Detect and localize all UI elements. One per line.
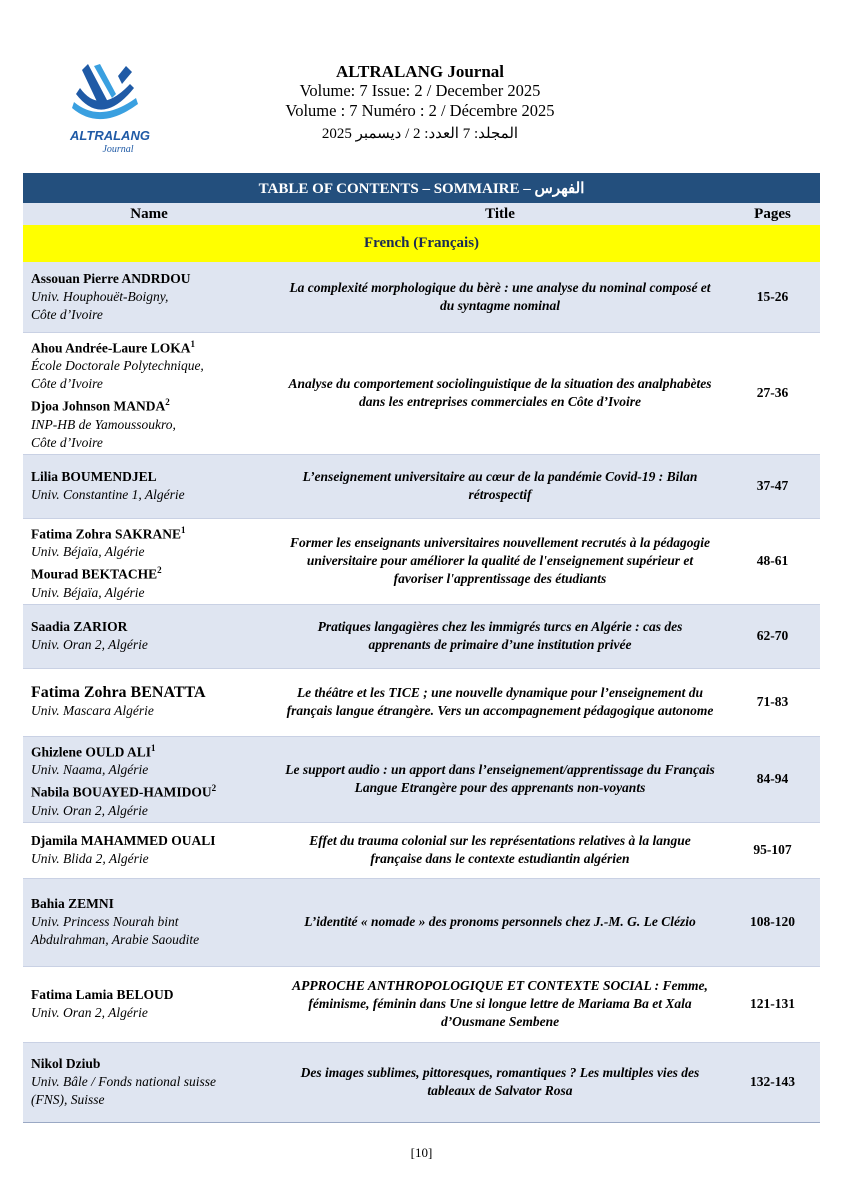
- journal-logo: [60, 58, 160, 158]
- article-pages: 27-36: [725, 332, 820, 454]
- author-superscript: 2: [157, 565, 162, 575]
- article-title: L’enseignement universitaire au cœur de la pandémie Covid-19 : Bilan rétrospectif: [275, 454, 725, 518]
- section-label: French (Français): [23, 225, 820, 262]
- article-title: Pratiques langagières chez les immigrés turcs en Algérie : cas des apprenants de primaire d’une institution privée: [275, 604, 725, 668]
- section-row: [23, 225, 820, 262]
- table-row: [23, 454, 820, 518]
- author-superscript: 1: [190, 338, 196, 349]
- author-affiliation: Univ. Bâle / Fonds national suisse (FNS), Suisse: [31, 1074, 216, 1107]
- table-row: [23, 966, 820, 1042]
- author-affiliation: Univ. Blida 2, Algérie: [31, 851, 149, 866]
- header-title: Title: [275, 203, 725, 225]
- author-name: [31, 468, 267, 486]
- author-name: [31, 1055, 267, 1073]
- article-title: Le théâtre et les TICE ; une nouvelle dynamique pour l’enseignement du français langue étrangère. Vers un accompagnement pédagogique autonome: [275, 668, 725, 736]
- author-cell: [23, 736, 275, 822]
- logo-text: ALTRALANG: [70, 128, 150, 143]
- table-row: [23, 518, 820, 604]
- article-pages: 132-143: [725, 1042, 820, 1122]
- article-title: Former les enseignants universitaires nouvellement recrutés à la pédagogie universitaire pour améliorer la qualité de l'enseignement supérieur et favoriser l'apprentissage des étudiants: [275, 518, 725, 604]
- author-name-text: Fatima Lamia BELOUD: [31, 987, 174, 1002]
- table-row: [23, 736, 820, 822]
- table-row: [23, 332, 820, 454]
- author-name-text: Nikol Dziub: [31, 1056, 101, 1071]
- article-title: Le support audio : un apport dans l’enseignement/apprentissage du Français Langue Etrangère pour des apprenants non-voyants: [275, 736, 725, 822]
- author-affiliation: Univ. Oran 2, Algérie: [31, 637, 148, 652]
- article-title: La complexité morphologique du bèrè : une analyse du nominal composé et du syntagme nominal: [275, 262, 725, 332]
- author-affiliation: Univ. Béjaïa, Algérie: [31, 544, 145, 559]
- table-row: [23, 822, 820, 878]
- author-affiliation: Univ. Constantine 1, Algérie: [31, 487, 185, 502]
- author-name: [31, 561, 267, 584]
- author-name-text: Djamila MAHAMMED OUALI: [31, 833, 216, 848]
- author-name-text: Nabila BOUAYED-HAMIDOU: [31, 784, 212, 800]
- author-name: [31, 986, 267, 1004]
- logo-subtext: Journal: [102, 144, 134, 155]
- altralang-logo-icon: [60, 58, 160, 158]
- article-pages: 71-83: [725, 668, 820, 736]
- author-affiliation: Univ. Naama, Algérie: [31, 762, 149, 777]
- author-affiliation: École Doctorale Polytechnique, Côte d’Ivoire: [31, 358, 204, 391]
- author-affiliation: INP-HB de Yamoussoukro, Côte d’Ivoire: [31, 416, 176, 450]
- author-name-text: Lilia BOUMENDJEL: [31, 469, 157, 484]
- author-cell: [23, 668, 275, 736]
- author-name-text: Fatima Zohra BENATTA: [31, 684, 206, 701]
- author-name: [31, 335, 267, 358]
- author-name-text: Fatima Zohra SAKRANE: [31, 526, 182, 541]
- author-affiliation: Univ. Oran 2, Algérie: [31, 1005, 148, 1020]
- page-number: [10]: [410, 1145, 433, 1160]
- author-affiliation: Univ. Princess Nourah bint Abdulrahman, Arabie Saoudite: [31, 914, 200, 947]
- table-row: [23, 668, 820, 736]
- author-affiliation: Univ. Mascara Algérie: [31, 703, 154, 718]
- table-row: [23, 878, 820, 966]
- author-name-text: Assouan Pierre ANDRDOU: [31, 270, 191, 286]
- journal-header: [210, 62, 630, 145]
- table-row: [23, 604, 820, 668]
- author-name: [31, 739, 267, 762]
- author-cell: [23, 966, 275, 1042]
- article-pages: 48-61: [725, 518, 820, 604]
- toc-title-row: [23, 173, 820, 203]
- article-pages: 108-120: [725, 878, 820, 966]
- journal-title: ALTRALANG Journal: [336, 62, 504, 81]
- article-pages: 15-26: [725, 262, 820, 332]
- header-pages: Pages: [725, 203, 820, 225]
- author-cell: [23, 822, 275, 878]
- author-name-text: Bahia ZEMNI: [31, 896, 114, 911]
- volume-line-fr: Volume : 7 Numéro : 2 / Décembre 2025: [285, 101, 555, 120]
- author-superscript: 1: [151, 742, 156, 753]
- author-name-text: Ghizlene OULD ALI: [31, 744, 152, 759]
- author-name: [31, 393, 267, 416]
- article-pages: 121-131: [725, 966, 820, 1042]
- article-title: APPROCHE ANTHROPOLOGIQUE ET CONTEXTE SOCIAL : Femme, féminisme, féminin dans Une si longue lettre de Mariama Ba et Xala d’Ousmane Sembene: [275, 966, 725, 1042]
- volume-line-en: Volume: 7 Issue: 2 / December 2025: [299, 81, 541, 100]
- author-cell: [23, 518, 275, 604]
- author-superscript: 2: [211, 783, 217, 793]
- author-name-text: Mourad BEKTACHE: [31, 566, 158, 582]
- volume-line-ar: المجلد: 7 العدد: 2 / ديسمبر 2025: [321, 126, 519, 142]
- author-name: [31, 832, 267, 850]
- author-affiliation: Univ. Béjaïa, Algérie: [31, 584, 145, 600]
- author-affiliation: Univ. Houphouët-Boigny, Côte d’Ivoire: [31, 288, 169, 322]
- header-name: Name: [23, 203, 275, 225]
- table-of-contents: [23, 173, 820, 1123]
- author-name: [31, 521, 267, 544]
- author-cell: [23, 604, 275, 668]
- author-affiliation: Univ. Oran 2, Algérie: [31, 802, 148, 818]
- article-title: Effet du trauma colonial sur les représentations relatives à la langue française dans le contexte estudiantin algérien: [275, 822, 725, 878]
- article-title: Analyse du comportement sociolinguistique de la situation des analphabètes dans les entreprises commerciales en Côte d’Ivoire: [275, 332, 725, 454]
- table-row: [23, 262, 820, 332]
- author-name: [31, 684, 267, 702]
- author-cell: [23, 1042, 275, 1122]
- author-name: [31, 270, 267, 288]
- article-pages: 62-70: [725, 604, 820, 668]
- author-name-text: Ahou Andrée-Laure LOKA: [31, 340, 191, 355]
- author-cell: [23, 878, 275, 966]
- author-name: [31, 779, 267, 802]
- author-cell: [23, 332, 275, 454]
- article-pages: 95-107: [725, 822, 820, 878]
- author-name: [31, 618, 267, 636]
- author-superscript: 1: [181, 524, 186, 535]
- author-superscript: 2: [165, 397, 170, 407]
- author-name: [31, 895, 267, 913]
- article-title: Des images sublimes, pittoresques, romantiques ? Les multiples vies des tableaux de Salvator Rosa: [275, 1042, 725, 1122]
- table-row: [23, 1042, 820, 1122]
- article-title: L’identité « nomade » des pronoms personnels chez J.-M. G. Le Clézio: [275, 878, 725, 966]
- author-name-text: Saadia ZARIOR: [31, 619, 128, 634]
- author-name-text: Djoa Johnson MANDA: [31, 398, 166, 414]
- article-pages: 37-47: [725, 454, 820, 518]
- author-cell: [23, 262, 275, 332]
- article-pages: 84-94: [725, 736, 820, 822]
- toc-header-row: [23, 203, 820, 225]
- toc-title: TABLE OF CONTENTS – SOMMAIRE – الفهرس: [23, 173, 820, 203]
- author-cell: [23, 454, 275, 518]
